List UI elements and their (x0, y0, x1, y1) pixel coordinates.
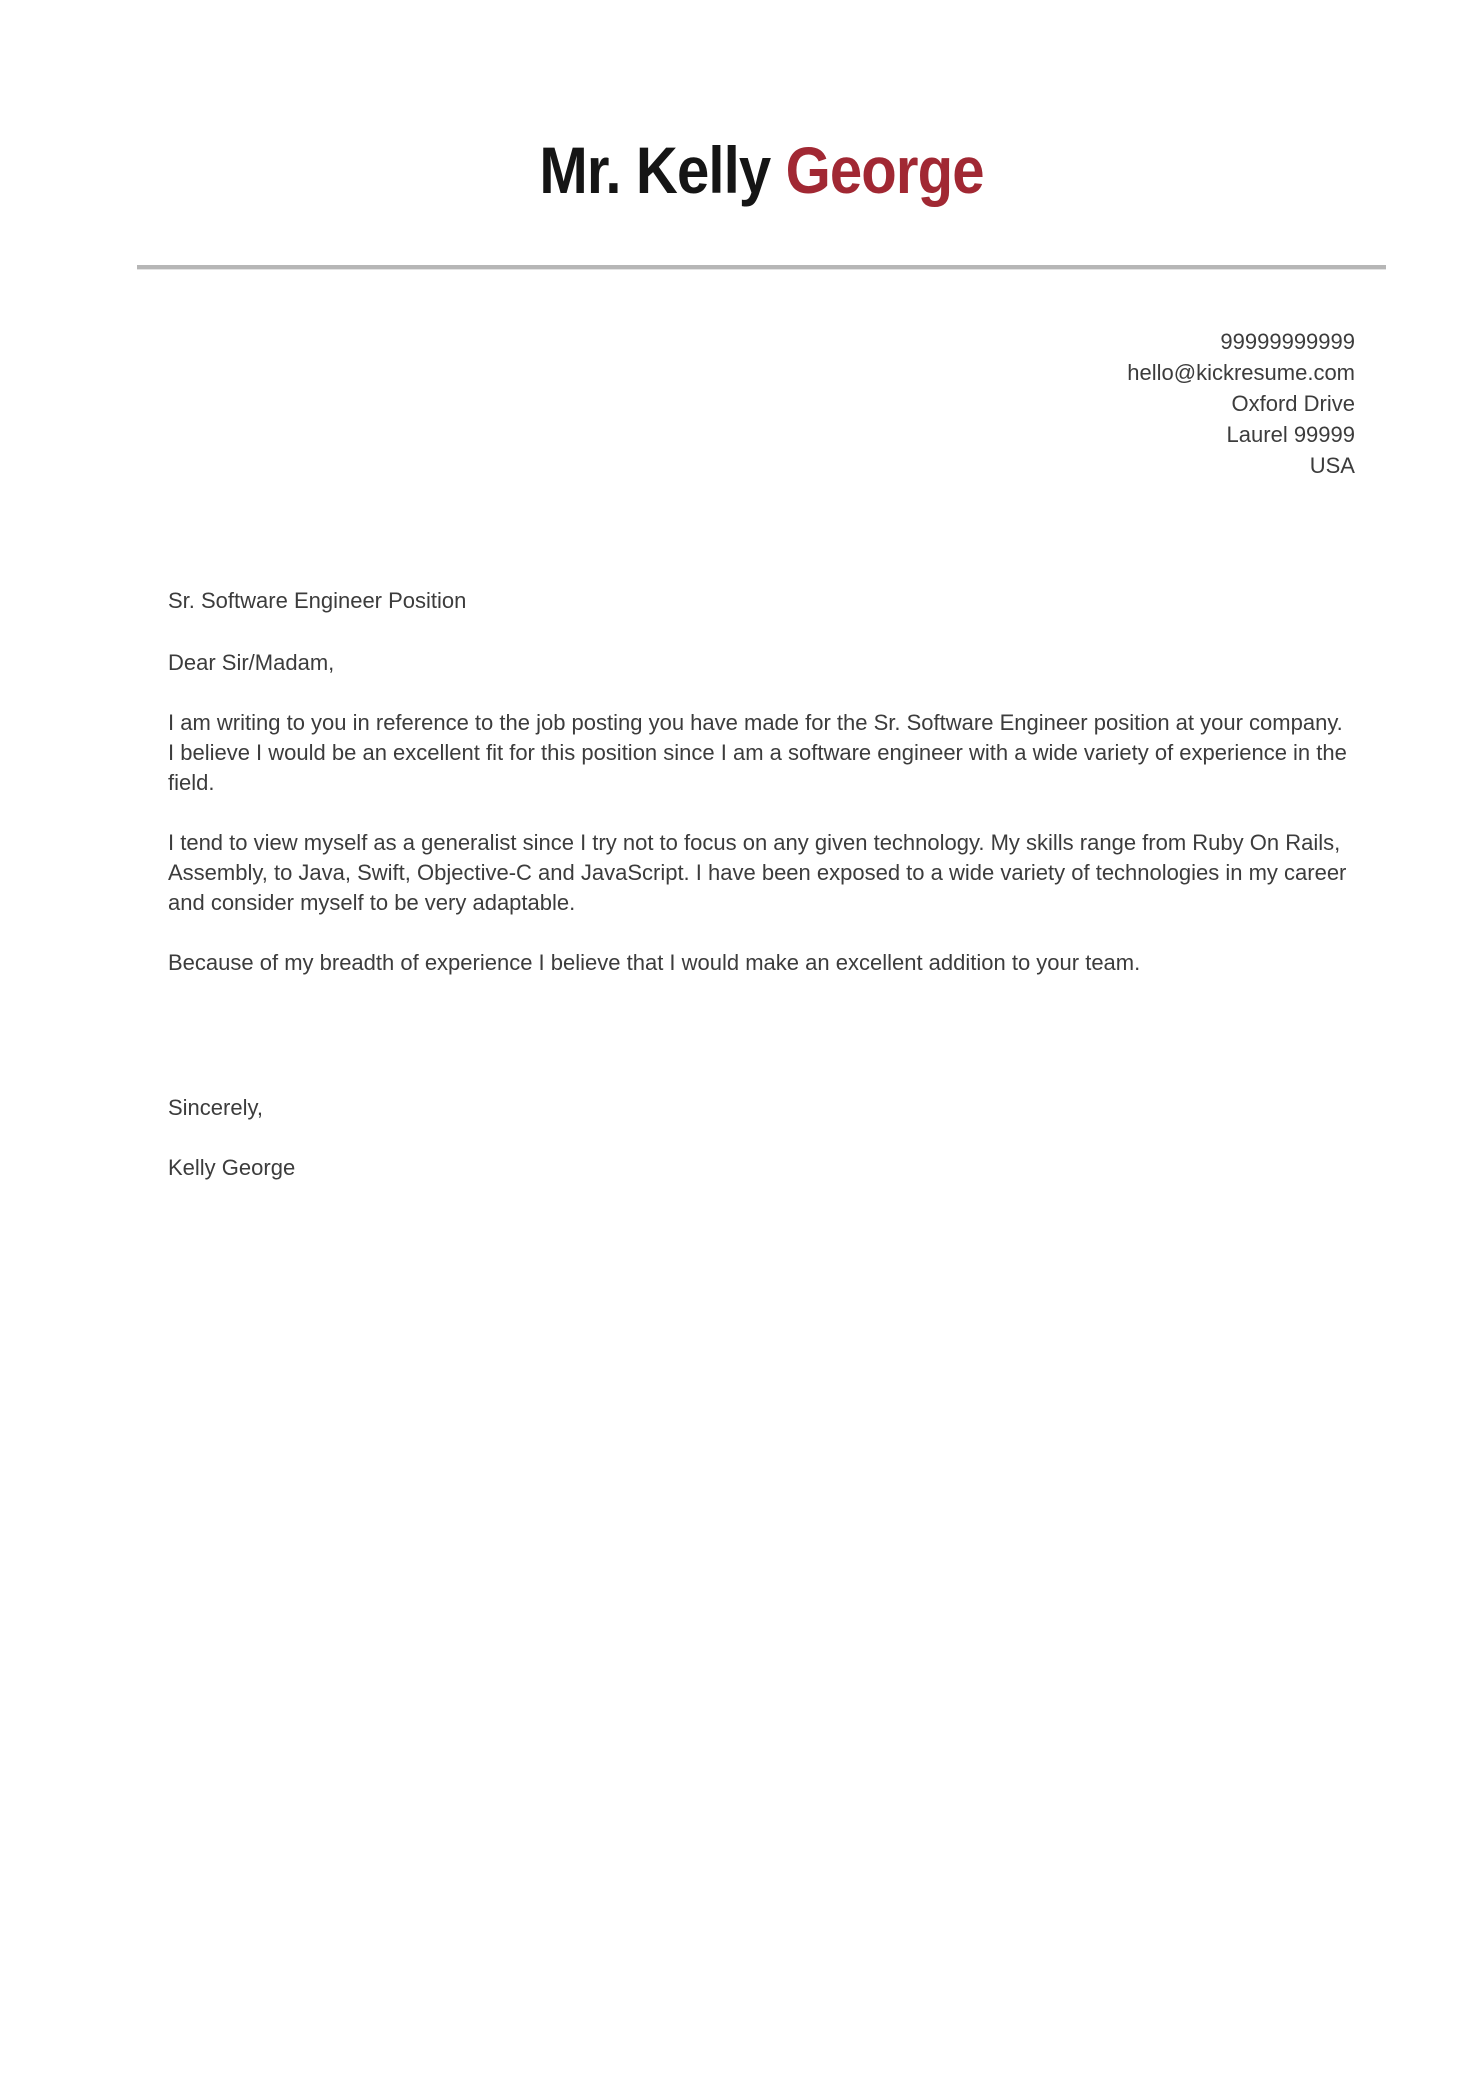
title-name-accent: George (785, 133, 984, 208)
contact-block (1127, 326, 1355, 481)
contact-country: USA (1309, 453, 1355, 478)
contact-email: hello@kickresume.com (1127, 360, 1355, 385)
paragraph: I tend to view myself as a generalist since I try not to focus on any given technology. My skills range from Ruby On Rails, Assembly, to Java, Swift, Objective-C and JavaScript. I have been exposed to a wide variety of technologies in my career and consider myself to be very adaptable. (168, 830, 1347, 915)
letter-body (168, 586, 1355, 1183)
title-name-prefix: Mr. Kelly (539, 133, 786, 208)
subject-line: Sr. Software Engineer Position (168, 588, 467, 613)
salutation: Dear Sir/Madam, (168, 650, 335, 675)
contact-street: Oxford Drive (1231, 391, 1355, 416)
contact-city: Laurel 99999 (1226, 422, 1355, 447)
contact-phone: 99999999999 (1220, 329, 1355, 354)
header-divider (137, 265, 1386, 270)
paragraph: Because of my breadth of experience I believe that I would make an excellent addition to your team. (168, 950, 1141, 975)
signature-name: Kelly George (168, 1155, 296, 1180)
paragraph: I am writing to you in reference to the job posting you have made for the Sr. Software Engineer position at your company. I believe I would be an excellent fit for this position since I am a software engineer with a wide variety of experience in the field. (168, 710, 1347, 795)
closing: Sincerely, (168, 1095, 263, 1120)
page-title (212, 133, 1311, 208)
